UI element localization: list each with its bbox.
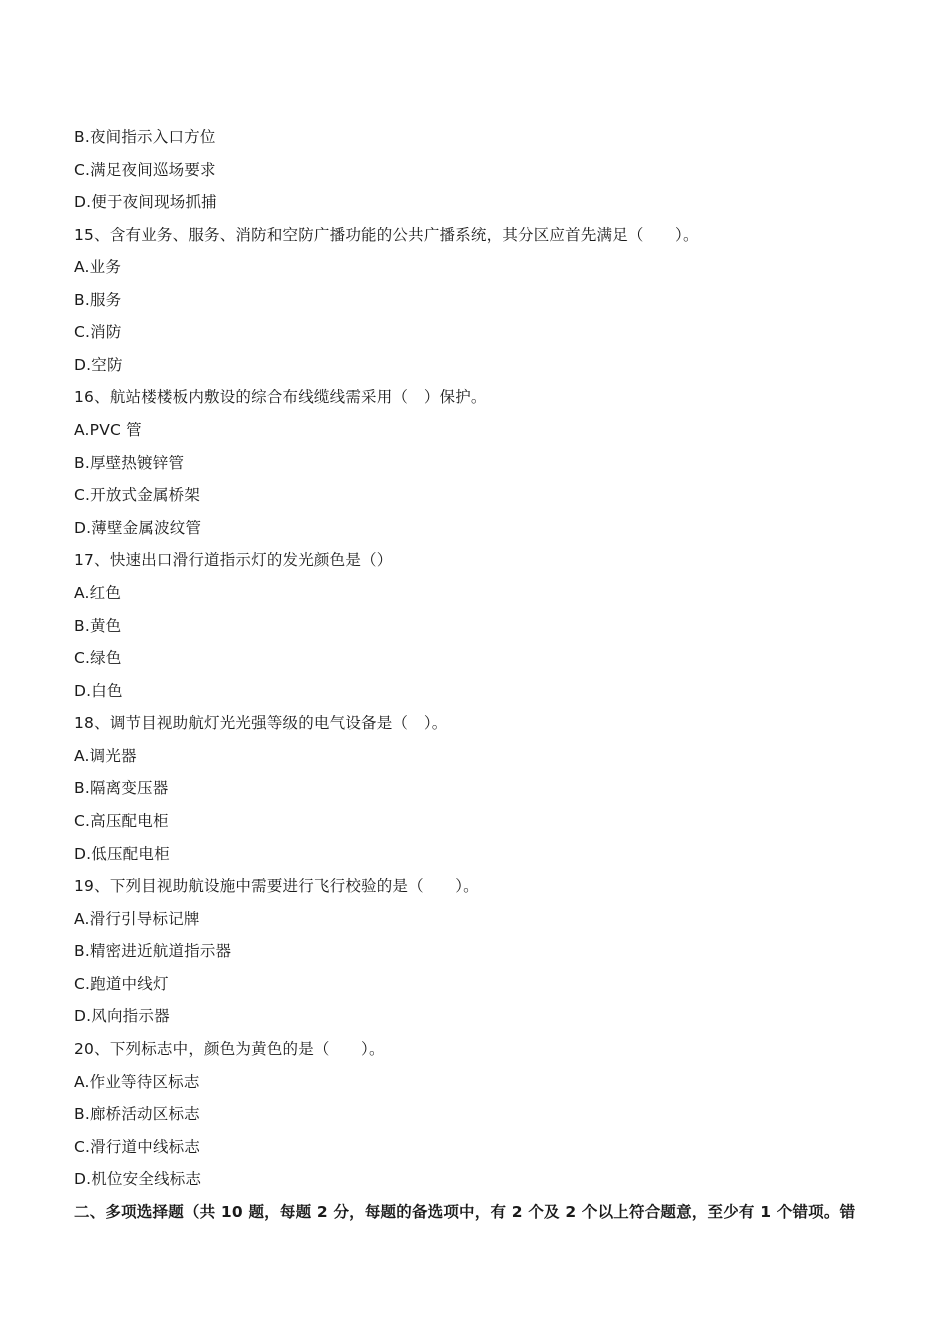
option-20-b: B.廊桥活动区标志 [74, 1105, 200, 1123]
option-14-c: C.满足夜间巡场要求 [74, 161, 216, 179]
option-16-d: D.薄壁金属波纹管 [74, 519, 202, 537]
option-15-b: B.服务 [74, 291, 122, 309]
option-16-c: C.开放式金属桥架 [74, 486, 201, 504]
option-15-d: D.空防 [74, 356, 123, 374]
option-17-d: D.白色 [74, 682, 123, 700]
option-19-d: D.风向指示器 [74, 1007, 170, 1025]
question-17: 17、快速出口滑行道指示灯的发光颜色是（） [74, 551, 393, 569]
option-19-c: C.跑道中线灯 [74, 975, 169, 993]
option-18-c: C.高压配电柜 [74, 812, 169, 830]
option-17-a: A.红色 [74, 584, 122, 602]
option-20-c: C.滑行道中线标志 [74, 1138, 201, 1156]
option-17-b: B.黄色 [74, 617, 122, 635]
section-heading-multiple-choice: 二、多项选择题（共 10 题，每题 2 分，每题的备选项中，有 2 个及 2 个以上符合题意，至少有 1 个错项。错 [74, 1203, 856, 1221]
question-18: 18、调节目视助航灯光光强等级的电气设备是（ ）。 [74, 714, 448, 732]
option-14-d: D.便于夜间现场抓捕 [74, 193, 217, 211]
question-20: 20、下列标志中，颜色为黄色的是（ ）。 [74, 1040, 385, 1058]
question-15: 15、含有业务、服务、消防和空防广播功能的公共广播系统，其分区应首先满足（ ）。 [74, 226, 699, 244]
option-19-b: B.精密进近航道指示器 [74, 942, 232, 960]
option-15-c: C.消防 [74, 323, 122, 341]
option-20-a: A.作业等待区标志 [74, 1073, 200, 1091]
option-16-b: B.厚壁热镀锌管 [74, 454, 185, 472]
option-18-b: B.隔离变压器 [74, 779, 169, 797]
option-17-c: C.绿色 [74, 649, 122, 667]
option-20-d: D.机位安全线标志 [74, 1170, 202, 1188]
option-18-a: A.调光器 [74, 747, 137, 765]
question-19: 19、下列目视助航设施中需要进行飞行校验的是（ ）。 [74, 877, 479, 895]
option-19-a: A.滑行引导标记牌 [74, 910, 200, 928]
option-15-a: A.业务 [74, 258, 122, 276]
option-14-b: B.夜间指示入口方位 [74, 128, 216, 146]
question-16: 16、航站楼楼板内敷设的综合布线缆线需采用（ ）保护。 [74, 388, 487, 406]
option-16-a: A.PVC 管 [74, 421, 142, 439]
option-18-d: D.低压配电柜 [74, 845, 170, 863]
